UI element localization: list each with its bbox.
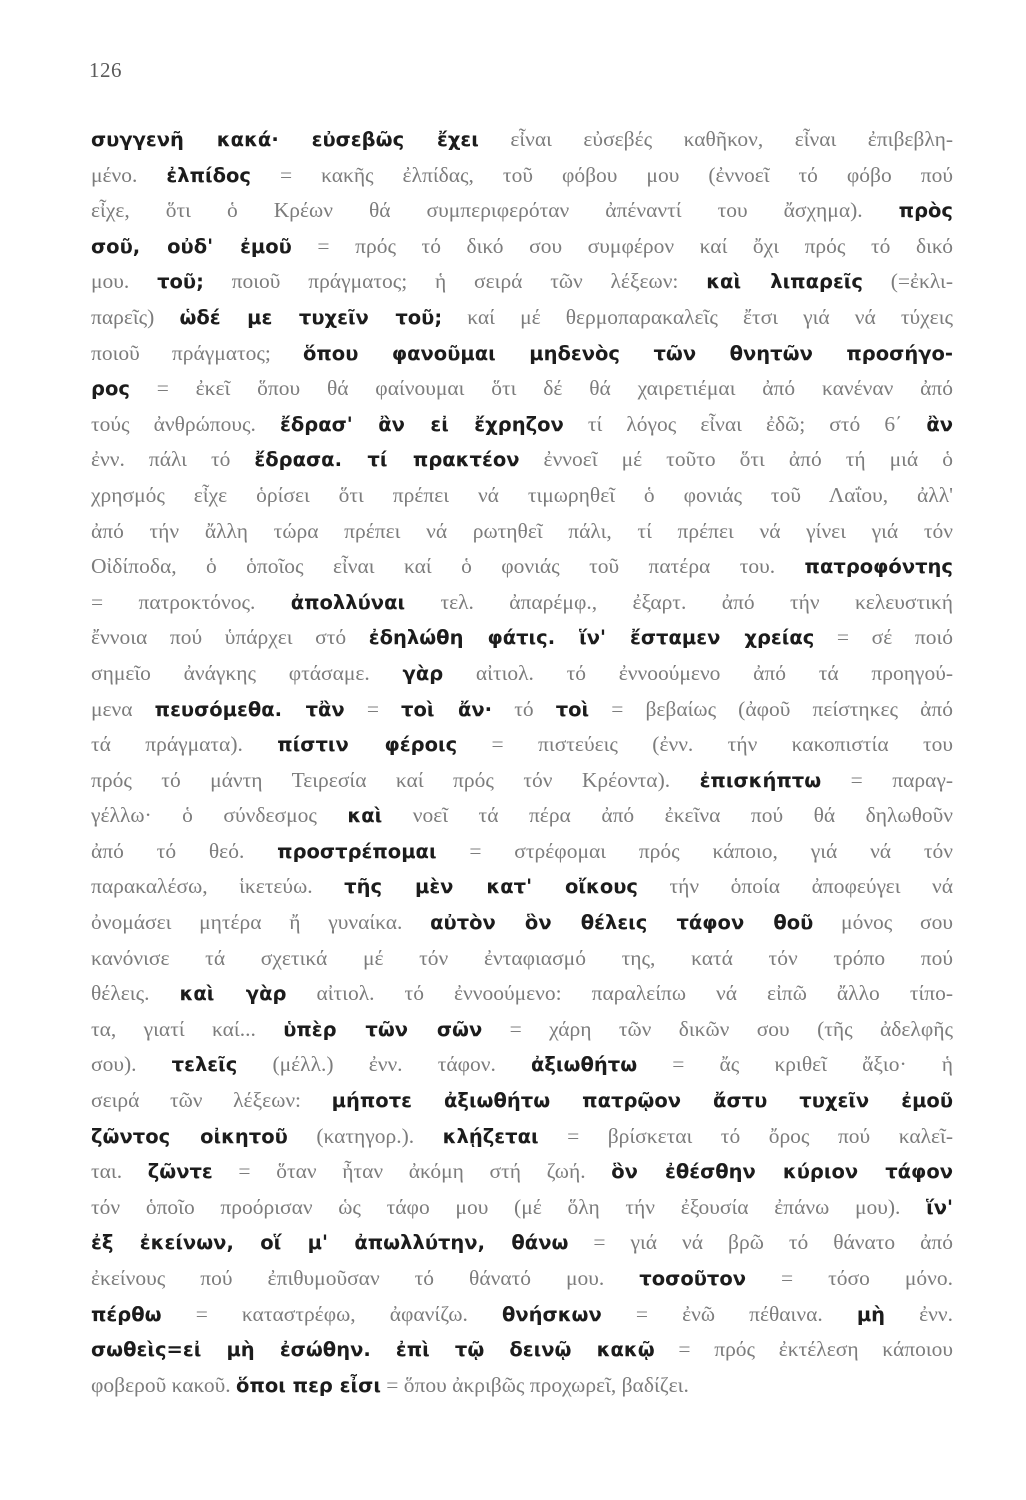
lemma-term: ἵν' [926, 1195, 953, 1219]
gloss-text: = σέ ποιό [814, 625, 954, 650]
gloss-text: μου. [91, 269, 158, 294]
gloss-text: (=ἐκλι- [862, 269, 953, 294]
lemma-term: τοὶ [555, 697, 590, 721]
gloss-text: = κακῆς ἐλπίδας, τοῦ φόβου μου (ἐννοεῖ τό φόβο πού [250, 162, 953, 187]
lemma-term: καὶ γὰρ [179, 982, 287, 1006]
gloss-text: = βρίσκεται τό ὄρος πού καλεῖ- [538, 1123, 953, 1148]
text-line [91, 1154, 953, 1190]
gloss-text: ὀνομάσει μητέρα ἤ γυναίκα. [91, 910, 431, 935]
gloss-text: = ὅπου ἀκριβῶς προχωρεῖ, βαδίζει. [380, 1372, 689, 1397]
gloss-text: αἰτιολ. τό ἐννοούμενο ἀπό τά προηγού- [443, 660, 953, 685]
text-line [91, 656, 953, 692]
gloss-text: τελ. ἀπαρέμφ., ἐξαρτ. ἀπό τήν κελευστική [405, 589, 953, 614]
gloss-text: σου). [91, 1052, 172, 1077]
gloss-text: μένο. [91, 162, 167, 187]
gloss-text: = πατροκτόνος. [91, 589, 291, 614]
lemma-term: αὐτὸν ὃν θέλεις τάφον θοῦ [430, 911, 814, 935]
gloss-text: τα, γιατί καί... [91, 1016, 284, 1041]
lemma-term: ἂν [926, 412, 953, 436]
text-line [91, 122, 953, 158]
gloss-text: ἔννοια πού ὑπάρχει στό [91, 625, 369, 650]
gloss-text: ἐννοεῖ μέ τοῦτο ὅτι ἀπό τή μιά ὁ [519, 447, 953, 472]
text-line [91, 478, 953, 514]
lemma-term: συγγενῆ κακά· εὐσεβῶς ἔχει [91, 128, 479, 151]
text-line [91, 798, 953, 834]
lemma-term: πίστιν φέροις [277, 733, 458, 757]
gloss-text: σειρά τῶν λέξεων: [91, 1088, 332, 1113]
lemma-term: θνήσκων [501, 1302, 602, 1326]
text-line [91, 158, 953, 194]
text-line [91, 1012, 953, 1048]
text-line [91, 549, 953, 585]
lemma-term: τοὶ ἄν· [401, 697, 493, 721]
gloss-text: γέλλω· ὁ σύνδεσμος [91, 803, 348, 828]
gloss-text: σημεῖο ἀνάγκης φτάσαμε. [91, 660, 403, 685]
gloss-text: = ἐνῶ πέθαινα. [601, 1301, 857, 1326]
gloss-text: χρησμός εἶχε ὁρίσει ὅτι πρέπει νά τιμωρηθεῖ ὁ φονιάς τοῦ Λαΐου, ἀλλ' [91, 482, 953, 507]
text-line [91, 300, 953, 336]
gloss-text: = παραγ- [821, 767, 953, 792]
gloss-text: τούς ἀνθρώπους. [91, 411, 280, 436]
gloss-text: ἐνν. πάλι τό [91, 447, 255, 472]
gloss-text: μενα [91, 696, 155, 721]
gloss-text: τά πράγματα). [91, 732, 278, 757]
gloss-text: μόνος σου [813, 910, 953, 935]
text-line [91, 1190, 953, 1226]
lemma-term: ἐπισκήπτω [699, 768, 822, 792]
text-line [91, 869, 953, 905]
gloss-text: ἀπό τήν ἄλλη τώρα πρέπει νά ρωτηθεῖ πάλι, τί πρέπει νά γίνει γιά τόν [91, 518, 953, 543]
text-line [91, 834, 953, 870]
gloss-text: = τόσο μόνο. [746, 1266, 953, 1290]
gloss-text: κανόνισε τά σχετικά μέ τόν ἐνταφιασμό της, κατά τόν τρόπο πού [91, 945, 953, 970]
gloss-text: τήν ὁποία ἀποφεύγει νά [637, 874, 953, 899]
lemma-term: γὰρ [402, 661, 444, 685]
lemma-term: τοσοῦτον [639, 1267, 747, 1290]
text-line [91, 1297, 953, 1333]
gloss-text: = βεβαίως (ἀφοῦ πείστηκες ἀπό [589, 696, 953, 721]
lemma-term: ὑπὲρ τῶν σῶν [283, 1017, 483, 1041]
page-number: 126 [89, 58, 122, 82]
lemma-term: πευσόμεθα. τἂν [154, 697, 345, 721]
gloss-text: ἐνν. [885, 1301, 953, 1326]
gloss-text: ται. [91, 1159, 148, 1184]
commentary-text [91, 122, 953, 1403]
gloss-text: (κατηγορ.). [287, 1123, 443, 1148]
lemma-term: τοῦ; [157, 270, 204, 294]
lemma-term: σοῦ, οὐδ' ἐμοῦ [91, 234, 292, 258]
text-line [91, 1047, 953, 1083]
text-line [91, 1332, 953, 1368]
text-line [91, 229, 953, 265]
gloss-text: = πιστεύεις (ἐνν. τήν κακοπιστία του [457, 732, 954, 757]
lemma-term: προστρέπομαι [277, 839, 437, 863]
lemma-term: ὡδέ με τυχεῖν τοῦ; [179, 305, 443, 329]
gloss-text: = ἄς κριθεῖ ἄξιο· ἡ [637, 1052, 953, 1077]
text-line [91, 727, 953, 763]
gloss-text: = [344, 696, 402, 721]
lemma-term: ὅποι περ εἶσι [236, 1373, 381, 1397]
gloss-text: = πρός τό δικό σου συμφέρον καί ὄχι πρός τό δικό [291, 233, 953, 258]
gloss-text: παρακαλέσω, ἱκετεύω. [91, 874, 345, 899]
text-line [91, 336, 953, 372]
lemma-term: ἔδρασα. τί πρακτέον [254, 448, 520, 472]
gloss-text: ποιοῦ πράγματος; ἡ σειρά τῶν λέξεων: [203, 269, 707, 294]
lemma-term: πατροφόντης [804, 555, 953, 579]
text-line [91, 905, 953, 941]
gloss-text: ἀπό τό θεό. [91, 838, 278, 863]
gloss-text: = γιά νά βρῶ τό θάνατο ἀπό [568, 1230, 953, 1255]
lemma-term: μὴ [856, 1302, 886, 1326]
gloss-text: τόν ὁποῖο προόρισαν ὡς τάφο μου (μέ ὅλη τήν ἐξουσία ἐπάνω μου). [91, 1194, 927, 1219]
lemma-term: ρος [91, 377, 130, 401]
gloss-text: ἐκείνους πού ἐπιθυμοῦσαν τό θάνατό μου. [91, 1266, 640, 1290]
lemma-term: ἐξ ἐκείνων, οἵ μ' ἀπωλλύτην, θάνω [91, 1231, 569, 1255]
text-line [91, 442, 953, 478]
gloss-text: νοεῖ τά πέρα ἀπό ἐκεῖνα πού θά δηλωθοῦν [382, 803, 953, 828]
text-line [91, 941, 953, 977]
gloss-text: (μέλλ.) ἐνν. τάφον. [237, 1052, 531, 1077]
gloss-text: = καταστρέφω, ἀφανίζω. [161, 1301, 502, 1326]
text-line [91, 514, 953, 550]
lemma-term: ζῶντε [147, 1160, 213, 1184]
gloss-text: ποιοῦ πράγματος; [91, 340, 303, 365]
gloss-text: = πρός ἐκτέλεση κάποιου [654, 1337, 953, 1362]
text-line [91, 692, 953, 728]
gloss-text: εἶναι εὐσεβές καθῆκον, εἶναι ἐπιβεβλη- [478, 127, 953, 151]
text-line [91, 1083, 953, 1119]
text-line [91, 976, 953, 1012]
lemma-term: ἔδρασ' ἂν εἰ ἔχρηζον [279, 412, 564, 436]
gloss-text: θέλεις. [91, 981, 180, 1006]
lemma-term: ὅπου φανοῦμαι μηδενὸς τῶν θνητῶν προσήγο- [302, 341, 953, 365]
lemma-term: τελεῖς [171, 1053, 238, 1077]
gloss-text: τό [492, 696, 556, 721]
lemma-term: ἐδηλώθη φάτις. ἵν' ἔσταμεν χρείας [368, 626, 815, 650]
gloss-text: = ὅταν ἦταν ἀκόμη στή ζωή. [212, 1159, 612, 1184]
gloss-text: παρεῖς) [91, 304, 180, 329]
text-line [91, 1225, 953, 1261]
text-line [91, 193, 953, 229]
lemma-term: πρὸς [898, 199, 953, 223]
lemma-term: μήποτε ἀξιωθήτω πατρῷον ἄστυ τυχεῖν ἐμοῦ [331, 1089, 953, 1113]
gloss-text: φοβεροῦ κακοῦ. [91, 1372, 237, 1397]
text-line [91, 763, 953, 799]
text-line [91, 264, 953, 300]
text-line [91, 585, 953, 621]
lemma-term: καὶ [347, 804, 383, 828]
lemma-term: ἀπολλύναι [290, 590, 406, 614]
lemma-term: τῆς μὲν κατ' οἴκους [344, 875, 638, 899]
text-line [91, 407, 953, 443]
lemma-term: καὶ λιπαρεῖς [706, 270, 863, 294]
gloss-text: = ἐκεῖ ὅπου θά φαίνουμαι ὅτι δέ θά χαιρετιέμαι ἀπό κανέναν ἀπό [129, 376, 953, 401]
lemma-term: κλῄζεται [442, 1124, 539, 1148]
text-line [91, 1368, 953, 1404]
text-line [91, 371, 953, 407]
gloss-text: καί μέ θερμοπαρακαλεῖς ἔτσι γιά νά τύχεις [442, 304, 953, 329]
gloss-text: Οἰδίποδα, ὁ ὁποῖος εἶναι καί ὁ φονιάς τοῦ πατέρα του. [91, 554, 805, 579]
gloss-text: αἰτιολ. τό ἐννοούμενο: παραλείπω νά εἰπῶ ἄλλο τίπο- [286, 981, 954, 1006]
gloss-text: = χάρη τῶν δικῶν σου (τῆς ἀδελφῆς [482, 1016, 954, 1041]
lemma-term: ὃν ἐθέσθην κύριον τάφον [611, 1160, 953, 1184]
gloss-text: εἶχε, ὅτι ὁ Κρέων θά συμπεριφερόταν ἀπέναντί του ἄσχημα). [91, 198, 899, 223]
text-line [91, 1119, 953, 1155]
lemma-term: ἐλπίδος [166, 163, 251, 187]
gloss-text: = στρέφομαι πρός κάποιο, γιά νά τόν [436, 838, 953, 863]
lemma-term: πέρθω [91, 1302, 162, 1326]
gloss-text: πρός τό μάντη Τειρεσία καί πρός τόν Κρέοντα). [91, 767, 700, 792]
gloss-text: τί λόγος εἶναι ἐδῶ; στό 6΄ [563, 411, 927, 436]
lemma-term: σωθεὶς=εἰ μὴ ἐσώθην. ἐπὶ τῷ δεινῷ κακῷ [91, 1338, 655, 1362]
lemma-term: ζῶντος οἰκητοῦ [91, 1124, 288, 1148]
text-line [91, 620, 953, 656]
text-line [91, 1261, 953, 1297]
lemma-term: ἀξιωθήτω [531, 1053, 638, 1077]
